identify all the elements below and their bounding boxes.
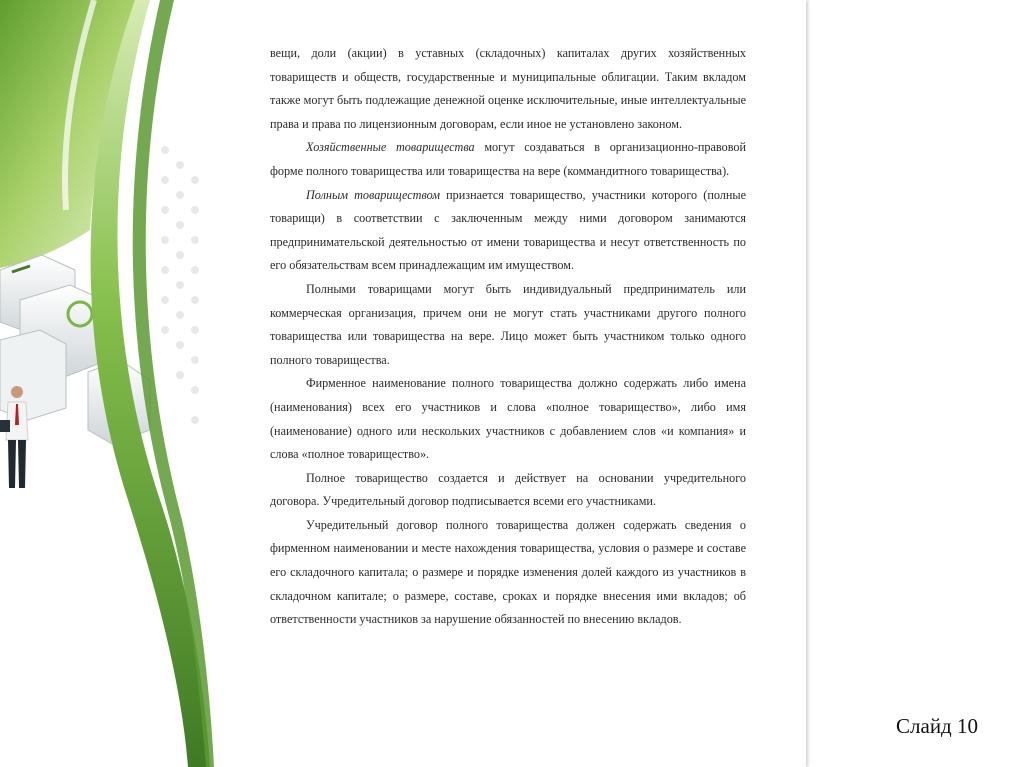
paragraph-3-text: признается товарищество, участники которого (полные товарищи) в соответствии с заключенным между ними договором занимаются предпринимательской деятельностью от имени товарищества и несут ответственность по его обязательствам всем принадлежащим им имуществом.	[270, 187, 746, 273]
paragraph-6	[270, 467, 746, 514]
paragraph-6-text: Полное товарищество создается и действует на основании учредительного договора. Учредительный договор подписывается всеми его участниками.	[270, 470, 746, 509]
paragraph-3	[270, 184, 746, 278]
paragraph-2-text: могут создаваться в организационно-правовой форме полного товарищества или товарищества на вере (коммандитного товарищества).	[270, 140, 746, 178]
paragraph-7	[270, 514, 746, 632]
paragraph-4-text: Полными товарищами могут быть индивидуальный предприниматель или коммерческая организация, причем они не могут стать участниками другого полного товарищества или товарищества на вере. Лицо может быть участником только одного полного товарищества.	[270, 281, 746, 367]
paragraph-1	[270, 42, 746, 136]
document-text	[270, 42, 746, 632]
paragraph-3-term: Полным товариществом	[306, 187, 440, 202]
paragraph-5-text: Фирменное наименование полного товарищества должно содержать либо имена (наименования) всех его участников и слова «полное товарищество», либо имя (наименование) одного или нескольких участников с добавлением слов «и компания» и слова «полное товарищество».	[270, 376, 746, 462]
paragraph-4	[270, 278, 746, 372]
paragraph-1-text: вещи, доли (акции) в уставных (складочных) капиталах других хозяйственных товариществ и обществ, государственные и муниципальные облигации. Таким вкладом также могут быть подлежащие денежной оценке исключительные, иные интеллектуальные права и права по лицензионным договорам, если иное не установлено законом.	[270, 46, 746, 131]
document-page	[214, 0, 806, 767]
paragraph-2	[270, 136, 746, 183]
paragraph-7-text: Учредительный договор полного товарищества должен содержать сведения о фирменном наименовании и месте нахождения товарищества, условия о размере и составе его складочного капитала; о размере и порядке изменения долей каждого из участников в складочном капитале; о размере, составе, сроках и порядке внесения ими вкладов; об ответственности участников за нарушение обязанностей по внесению вкладов.	[270, 517, 746, 627]
slide-number: Слайд 10	[896, 714, 978, 738]
paragraph-2-term: Хозяйственные товарищества	[306, 140, 475, 155]
paragraph-5	[270, 372, 746, 466]
